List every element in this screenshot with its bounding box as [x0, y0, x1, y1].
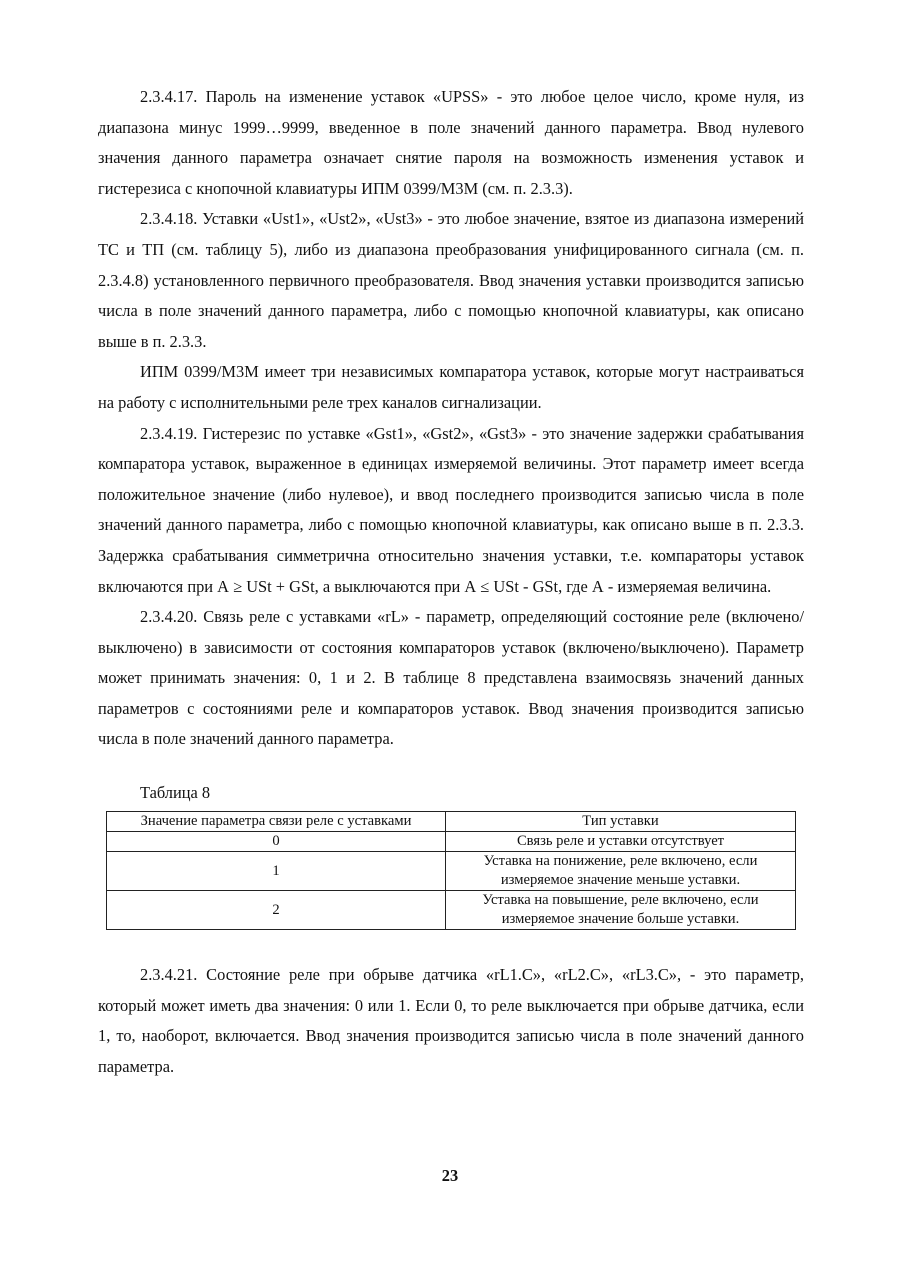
table-caption: Таблица 8 [140, 783, 211, 803]
cell-value: 2 [107, 891, 446, 930]
cell-type: Связь реле и уставки отсутствует [446, 832, 796, 852]
paragraph-2-3-4-17: 2.3.4.17. Пароль на изменение уставок «UPSS» - это любое целое число, кроме нуля, из диапазона минус 1999…9999, введенное в поле значений данного параметра. Ввод нулевого значения данного параметра означает снятие пароля на возможность изменения уставок и гистерезиса с кнопочной клавиатуры ИПМ 0399/М3М (см. п. 2.3.3). [98, 87, 804, 198]
paragraph-2-3-4-21: 2.3.4.21. Состояние реле при обрыве датчика «rL1.C», «rL2.C», «rL3.C», - это параметр, который может иметь два значения: 0 или 1. Если 0, то реле выключается при обрыве датчика, если 1, то, наоборот, включается. Ввод значения производится записью числа в поле значений данного параметра. [98, 965, 804, 1076]
table-row [107, 832, 796, 852]
paragraph-2-3-4-20: 2.3.4.20. Связь реле с уставками «rL» - параметр, определяющий состояние реле (включено/выключено) в зависимости от состояния компараторов уставок (включено/выключено). Параметр может принимать значения: 0, 1 и 2. В таблице 8 представлена взаимосвязь значений данных параметров с состояниями реле и компараторов уставок. Ввод значения производится записью числа в поле значений данного параметра. [98, 607, 804, 749]
table-row [107, 852, 796, 891]
header-setpoint-type: Тип уставки [446, 812, 796, 832]
table-header-row [107, 812, 796, 832]
paragraph-2-3-4-19: 2.3.4.19. Гистерезис по уставке «Gst1», «Gst2», «Gst3» - это значение задержки срабатывания компаратора уставок, выраженное в единицах измеряемой величины. Этот параметр имеет всегда положительное значение (либо нулевое), и ввод последнего производится записью числа в поле значений данного параметра, либо с помощью кнопочной клавиатуры, как описано выше в п. 2.3.3. Задержка срабатывания симметрична относительно значения уставки, т.е. компараторы уставок включаются при А ≥ USt + GSt, а выключаются при А ≤ USt - GSt, где А - измеряемая величина. [98, 423, 804, 596]
cell-value: 0 [107, 832, 446, 852]
cell-type: Уставка на понижение, реле включено, если измеряемое значение меньше уставки. [446, 852, 796, 891]
cell-type: Уставка на повышение, реле включено, если измеряемое значение больше уставки. [446, 891, 796, 930]
paragraph-2-3-4-18: 2.3.4.18. Уставки «Ust1», «Ust2», «Ust3» - это любое значение, взятое из диапазона измерений ТС и ТП (см. таблицу 5), либо из диапазона преобразования унифицированного сигнала (см. п. 2.3.4.8) установленного первичного преобразователя. Ввод значения уставки производится записью числа в поле значений данного параметра, либо с помощью кнопочной клавиатуры, как описано выше в п. 2.3.3. [98, 209, 804, 351]
page-number: 23 [441, 1166, 459, 1185]
table-row [107, 891, 796, 930]
paragraph-comparators: ИПМ 0399/М3М имеет три независимых компаратора уставок, которые могут настраиваться на работу с исполнительными реле трех каналов сигнализации. [98, 362, 804, 412]
document-page [98, 82, 804, 1082]
header-parameter-value: Значение параметра связи реле с уставками [107, 812, 446, 832]
cell-value: 1 [107, 852, 446, 891]
table-8 [106, 811, 796, 930]
